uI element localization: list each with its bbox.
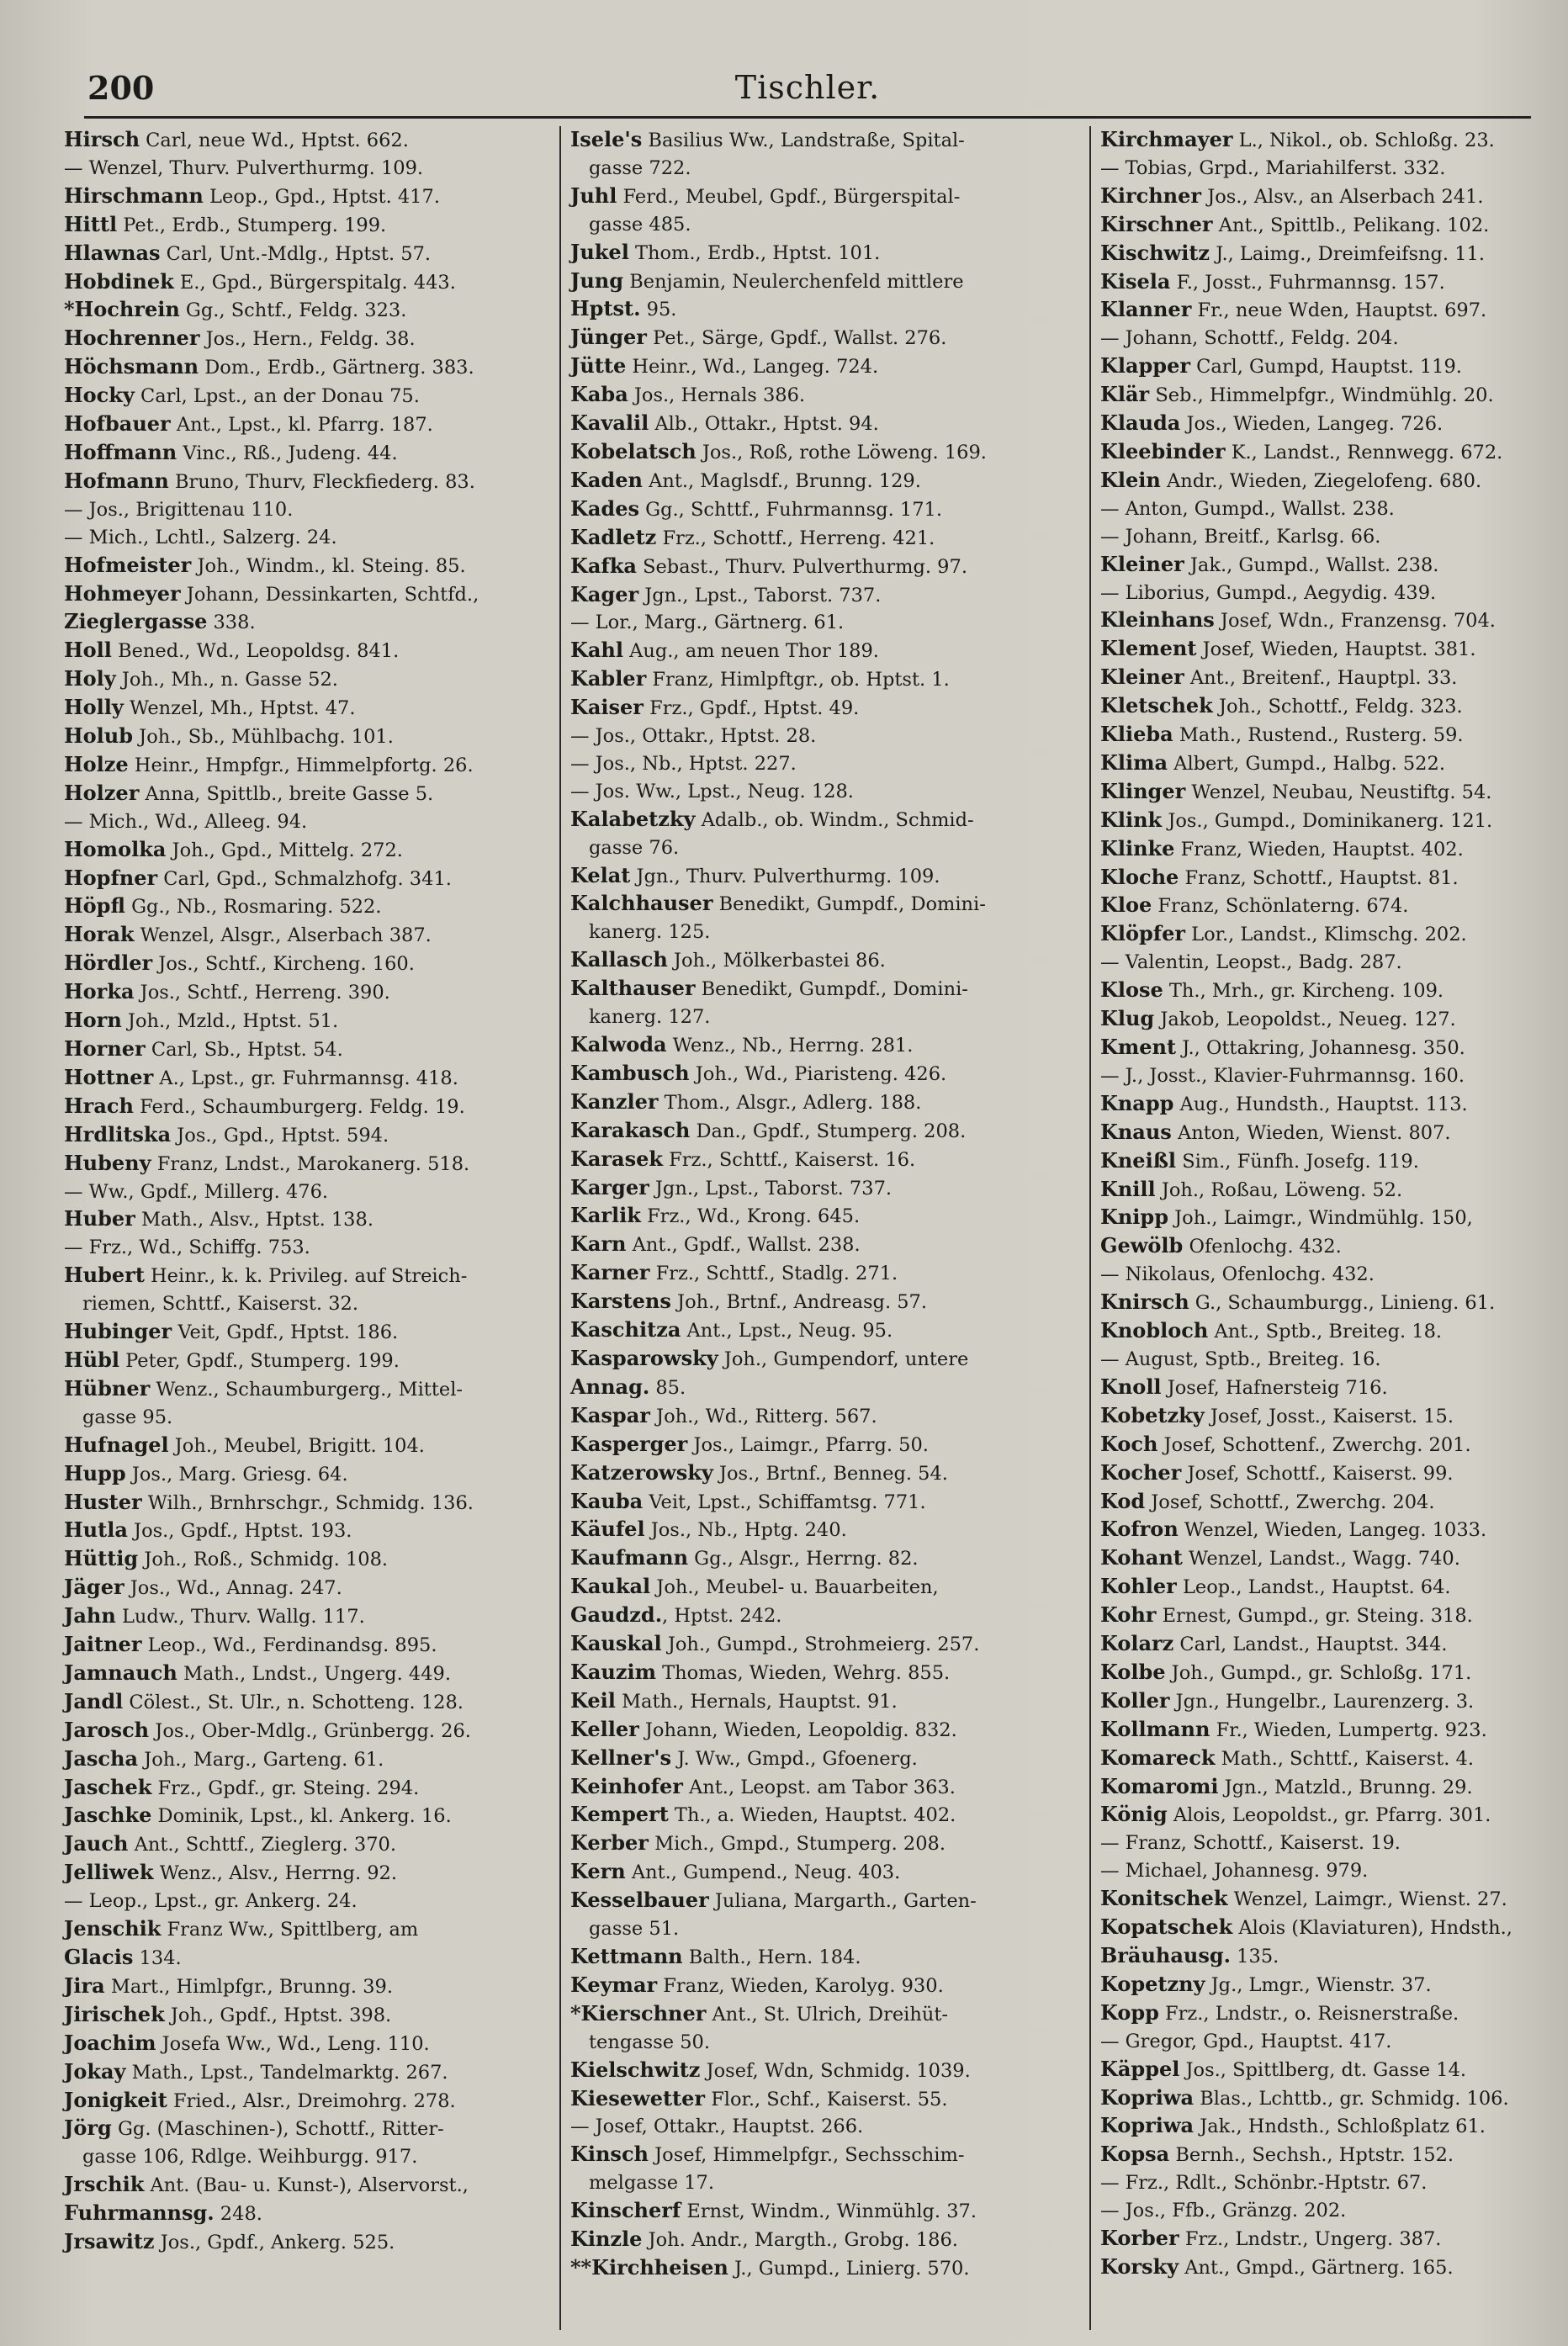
directory-entry: Jira Mart., Himlpfgr., Brunng. 39. xyxy=(64,1973,394,1998)
directory-entry: Käufel Jos., Nb., Hptg. 240. xyxy=(570,1517,847,1542)
directory-entry: Katzerowsky Jos., Brtnf., Benneg. 54. xyxy=(570,1459,948,1485)
directory-entry: Jarosch Jos., Ober-Mdlg., Grünbergg. 26. xyxy=(64,1717,471,1742)
directory-entry: Kneißl Sim., Fünfh. Josefg. 119. xyxy=(1100,1147,1419,1173)
directory-entry: Gaudzd., Hptst. 242. xyxy=(570,1602,782,1628)
directory-entry: Kohr Ernest, Gumpd., gr. Steing. 318. xyxy=(1100,1602,1473,1628)
directory-entry: Kinzle Joh. Andr., Margth., Grobg. 186. xyxy=(570,2227,958,2252)
directory-entry: Holzer Anna, Spittlb., breite Gasse 5. xyxy=(64,780,434,805)
directory-entry: Korber Frz., Lndstr., Ungerg. 387. xyxy=(1100,2226,1442,2251)
directory-entry: — Jos. Ww., Lpst., Neug. 128. xyxy=(570,780,854,802)
directory-entry: Kaschitza Ant., Lpst., Neug. 95. xyxy=(570,1317,893,1342)
directory-entry: Karger Jgn., Lpst., Taborst. 737. xyxy=(570,1174,893,1199)
directory-entry: **Kirchheisen J., Gumpd., Linierg. 570. xyxy=(570,2254,970,2280)
directory-entry: Knill Joh., Roßau, Löweng. 52. xyxy=(1100,1176,1403,1201)
directory-entry: Klanner Fr., neue Wden, Hauptst. 697. xyxy=(1100,297,1487,322)
directory-entry: Hubinger Veit, Gpdf., Hptst. 186. xyxy=(64,1319,399,1344)
directory-entry: Hittl Pet., Erdb., Stumperg. 199. xyxy=(64,211,387,236)
directory-entry: Hochrenner Jos., Hern., Feldg. 38. xyxy=(64,326,416,351)
column-divider xyxy=(1089,126,1091,2330)
directory-entry: kanerg. 125. xyxy=(589,921,711,944)
directory-entry: — Frz., Rdlt., Schönbr.-Hptstr. 67. xyxy=(1100,2172,1428,2195)
directory-entry: Kauskal Joh., Gumpd., Strohmeierg. 257. xyxy=(570,1631,980,1656)
directory-entry: gasse 722. xyxy=(589,156,691,179)
directory-entry: Hirsch Carl, neue Wd., Hptst. 662. xyxy=(64,127,409,151)
directory-entry: Kocher Josef, Schottf., Kaiserst. 99. xyxy=(1100,1459,1454,1485)
directory-entry: — Johann, Breitf., Karlsg. 66. xyxy=(1100,525,1381,548)
directory-entry: Hördler Jos., Schtf., Kircheng. 160. xyxy=(64,951,415,976)
directory-entry: Keinhofer Ant., Leopst. am Tabor 363. xyxy=(570,1773,956,1798)
directory-entry: Hrach Ferd., Schaumburgerg. Feldg. 19. xyxy=(64,1093,465,1118)
directory-entry: Kleebinder K., Landst., Rennwegg. 672. xyxy=(1100,438,1503,463)
directory-entry: Hottner A., Lpst., gr. Fuhrmannsg. 418. xyxy=(64,1064,458,1089)
directory-entry: — August, Sptb., Breiteg. 16. xyxy=(1100,1348,1381,1370)
directory-entry: Jukel Thom., Erdb., Hptst. 101. xyxy=(570,239,881,264)
directory-entry: Jokay Math., Lpst., Tandelmarktg. 267. xyxy=(64,2058,448,2084)
directory-entry: Juhl Ferd., Meubel, Gpdf., Bürgerspital- xyxy=(570,183,961,208)
directory-entry: Kager Jgn., Lpst., Taborst. 737. xyxy=(570,581,882,606)
directory-entry: — Jos., Ottakr., Hptst. 28. xyxy=(570,725,817,748)
directory-entry: — Franz, Schottf., Kaiserst. 19. xyxy=(1100,1832,1401,1855)
directory-entry: Kirchner Jos., Alsv., an Alserbach 241. xyxy=(1100,183,1484,208)
directory-entry: Hübl Peter, Gpdf., Stumperg. 199. xyxy=(64,1347,400,1372)
directory-entry: Kment J., Ottakring, Johannesg. 350. xyxy=(1100,1035,1465,1059)
directory-entry: Höchsmann Dom., Erdb., Gärtnerg. 383. xyxy=(64,354,474,379)
directory-entry: Kiesewetter Flor., Schf., Kaiserst. 55. xyxy=(570,2085,948,2110)
directory-entry: tengasse 50. xyxy=(589,2031,711,2053)
directory-entry: Kaden Ant., Maglsdf., Brunng. 129. xyxy=(570,467,921,492)
directory-entry: Kahl Aug., am neuen Thor 189. xyxy=(570,638,879,663)
directory-entry: Karstens Joh., Brtnf., Andreasg. 57. xyxy=(570,1289,928,1314)
directory-entry: Kinscherf Ernst, Windm., Winmühlg. 37. xyxy=(570,2198,977,2223)
directory-entry: *Kierschner Ant., St. Ulrich, Dreihüt- xyxy=(570,2000,948,2026)
directory-entry: Jung Benjamin, Neulerchenfeld mittlere xyxy=(570,267,964,293)
directory-entry: — Jos., Nb., Hptst. 227. xyxy=(570,752,797,775)
directory-entry: Kerber Mich., Gmpd., Stumperg. 208. xyxy=(570,1830,946,1856)
directory-entry: Kisela F., Josst., Fuhrmannsg. 157. xyxy=(1100,268,1445,294)
directory-entry: Kopriwa Blas., Lchttb., gr. Schmidg. 106. xyxy=(1100,2084,1509,2110)
directory-entry: Kettmann Balth., Hern. 184. xyxy=(570,1944,861,1968)
directory-entry: Kasperger Jos., Laimgr., Pfarrg. 50. xyxy=(570,1431,929,1456)
directory-entry: Jäger Jos., Wd., Annag. 247. xyxy=(64,1575,342,1600)
directory-entry: Kalchhauser Benedikt, Gumpdf., Domini- xyxy=(570,891,986,916)
directory-entry: Klär Seb., Himmelpfgr., Windmühlg. 20. xyxy=(1100,382,1494,407)
directory-entry: Kanzler Thom., Alsgr., Adlerg. 188. xyxy=(570,1088,922,1114)
directory-entry: Kalthauser Benedikt, Gumpdf., Domini- xyxy=(570,976,968,1001)
directory-entry: Kloe Franz, Schönlaterng. 674. xyxy=(1100,892,1409,918)
directory-entry: Horner Carl, Sb., Hptst. 54. xyxy=(64,1036,343,1061)
directory-entry: Knirsch G., Schaumburgg., Linieng. 61. xyxy=(1100,1290,1496,1315)
directory-entry: Knobloch Ant., Sptb., Breiteg. 18. xyxy=(1100,1318,1443,1343)
directory-entry: Jrschik Ant. (Bau- u. Kunst-), Alservorst., xyxy=(64,2172,469,2197)
directory-entry: — Mich., Wd., Alleeg. 94. xyxy=(64,810,308,833)
directory-entry: Hlawnas Carl, Unt.-Mdlg., Hptst. 57. xyxy=(64,240,432,265)
directory-entry: gasse 76. xyxy=(589,836,680,859)
directory-entry: Kopetzny Jg., Lmgr., Wienstr. 37. xyxy=(1100,1971,1432,1996)
directory-entry: Jamnauch Math., Lndst., Ungerg. 449. xyxy=(64,1660,452,1685)
directory-entry: Holze Heinr., Hmpfgr., Himmelpfortg. 26. xyxy=(64,751,474,776)
directory-entry: Komaromi Jgn., Matzld., Brunng. 29. xyxy=(1100,1773,1473,1798)
directory-columns xyxy=(59,126,1541,2330)
directory-entry: Koller Jgn., Hungelbr., Laurenzerg. 3. xyxy=(1100,1687,1475,1713)
directory-entry: Keil Math., Hernals, Hauptst. 91. xyxy=(570,1687,898,1713)
directory-entry: Kirchmayer L., Nikol., ob. Schloßg. 23. xyxy=(1100,127,1495,151)
directory-entry: Höpfl Gg., Nb., Rosmaring. 522. xyxy=(64,893,382,919)
directory-entry: Kasparowsky Joh., Gumpendorf, untere xyxy=(570,1345,969,1370)
directory-entry: Hubeny Franz, Lndst., Marokanerg. 518. xyxy=(64,1150,470,1175)
directory-entry: Jaitner Leop., Wd., Ferdinandsg. 895. xyxy=(64,1632,437,1657)
directory-entry: Hoffmann Vinc., Rß., Judeng. 44. xyxy=(64,439,398,464)
directory-entry: Jauch Ant., Schttf., Zieglerg. 370. xyxy=(64,1831,397,1856)
directory-entry: Kobetzky Josef, Josst., Kaiserst. 15. xyxy=(1100,1402,1454,1427)
directory-entry: Kohant Wenzel, Landst., Wagg. 740. xyxy=(1100,1545,1460,1570)
directory-entry: Zieglergasse 338. xyxy=(64,609,256,634)
directory-entry: gasse 485. xyxy=(589,213,691,236)
directory-entry: Kaba Jos., Hernals 386. xyxy=(570,382,806,407)
directory-entry: Klöpfer Lor., Landst., Klimschg. 202. xyxy=(1100,921,1467,946)
directory-entry: kanerg. 127. xyxy=(589,1006,711,1029)
directory-entry: Huster Wilh., Brnhrschgr., Schmidg. 136. xyxy=(64,1489,474,1514)
directory-entry: Horn Joh., Mzld., Hptst. 51. xyxy=(64,1008,339,1033)
directory-entry: Kobelatsch Jos., Roß, rothe Löweng. 169. xyxy=(570,438,987,463)
directory-entry: Hopfner Carl, Gpd., Schmalzhofg. 341. xyxy=(64,865,452,890)
directory-entry: Korsky Ant., Gmpd., Gärtnerg. 165. xyxy=(1100,2253,1454,2279)
directory-entry: Kaspar Joh., Wd., Ritterg. 567. xyxy=(570,1402,877,1427)
directory-entry: Annag. 85. xyxy=(570,1374,686,1399)
directory-entry: Holy Joh., Mh., n. Gasse 52. xyxy=(64,666,338,691)
directory-entry: Jrsawitz Jos., Gpdf., Ankerg. 525. xyxy=(64,2229,395,2254)
directory-entry: Hubert Heinr., k. k. Privileg. auf Streich- xyxy=(64,1263,468,1288)
directory-entry: Kopriwa Jak., Hndsth., Schloßplatz 61. xyxy=(1100,2113,1486,2138)
directory-entry: Jahn Ludw., Thurv. Wallg. 117. xyxy=(64,1603,365,1628)
directory-entry: Holub Joh., Sb., Mühlbachg. 101. xyxy=(64,723,394,749)
directory-entry: Kirschner Ant., Spittlb., Pelikang. 102. xyxy=(1100,211,1490,236)
directory-entry: gasse 106, Rdlge. Weihburgg. 917. xyxy=(82,2146,418,2169)
directory-entry: Hptst. 95. xyxy=(570,296,677,321)
directory-entry: Jaschke Dominik, Lpst., kl. Ankerg. 16. xyxy=(64,1803,452,1828)
directory-entry: Klima Albert, Gumpd., Halbg. 522. xyxy=(1100,749,1445,775)
directory-entry: Kauba Veit, Lpst., Schiffamtsg. 771. xyxy=(570,1488,926,1513)
directory-entry: Käppel Jos., Spittlberg, dt. Gasse 14. xyxy=(1100,2056,1467,2081)
directory-entry: — Liborius, Gumpd., Aegydig. 439. xyxy=(1100,581,1437,604)
directory-entry: Kalwoda Wenz., Nb., Herrng. 281. xyxy=(570,1032,914,1056)
directory-entry: Hocky Carl, Lpst., an der Donau 75. xyxy=(64,383,420,408)
directory-entry: Keller Johann, Wieden, Leopoldig. 832. xyxy=(570,1716,957,1741)
directory-entry: Knipp Joh., Laimgr., Windmühlg. 150, xyxy=(1100,1205,1473,1230)
directory-entry: Hofmann Bruno, Thurv, Fleckfiederg. 83. xyxy=(64,468,475,493)
directory-entry: Klement Josef, Wieden, Hauptst. 381. xyxy=(1100,636,1476,661)
directory-entry: Kolbe Joh., Gumpd., gr. Schloßg. 171. xyxy=(1100,1659,1472,1684)
directory-entry: *Hochrein Gg., Schtf., Feldg. 323. xyxy=(64,297,407,322)
directory-entry: — Wenzel, Thurv. Pulverthurmg. 109. xyxy=(64,156,424,179)
directory-entry: Kohler Leop., Landst., Hauptst. 64. xyxy=(1100,1574,1451,1599)
directory-entry: Kavalil Alb., Ottakr., Hptst. 94. xyxy=(570,410,879,436)
directory-entry: Knapp Aug., Hundsth., Hauptst. 113. xyxy=(1100,1090,1468,1115)
directory-entry: Konitschek Wenzel, Laimgr., Wienst. 27. xyxy=(1100,1886,1507,1911)
directory-entry: Kleiner Ant., Breitenf., Hauptpl. 33. xyxy=(1100,665,1458,690)
directory-entry: Kadletz Frz., Schottf., Herreng. 421. xyxy=(570,524,935,549)
directory-entry: gasse 95. xyxy=(82,1406,173,1428)
directory-entry: Kischwitz J., Laimg., Dreimfeifsng. 11. xyxy=(1100,240,1486,265)
directory-entry: — Jos., Ffb., Gränzg. 202. xyxy=(1100,2200,1347,2222)
directory-entry: gasse 51. xyxy=(589,1918,680,1941)
directory-entry: Karakasch Dan., Gpdf., Stumperg. 208. xyxy=(570,1117,967,1142)
directory-entry: Jonigkeit Fried., Alsr., Dreimohrg. 278. xyxy=(64,2087,456,2112)
directory-entry: Kabler Franz, Himlpftgr., ob. Hptst. 1. xyxy=(570,666,950,691)
directory-entry: Klose Th., Mrh., gr. Kircheng. 109. xyxy=(1100,977,1444,1003)
directory-entry: — Lor., Marg., Gärtnerg. 61. xyxy=(570,612,845,634)
page-header xyxy=(84,66,1531,119)
directory-entry: Klink Jos., Gumpd., Dominikanerg. 121. xyxy=(1100,807,1493,832)
directory-entry: Jascha Joh., Marg., Garteng. 61. xyxy=(64,1745,384,1771)
directory-entry: Kleiner Jak., Gumpd., Wallst. 238. xyxy=(1100,551,1439,576)
page-number: 200 xyxy=(87,69,155,107)
directory-entry: Karasek Frz., Schttf., Kaiserst. 16. xyxy=(570,1146,916,1171)
directory-entry: — Gregor, Gpd., Hauptst. 417. xyxy=(1100,2030,1392,2052)
directory-entry: Kollmann Fr., Wieden, Lumpertg. 923. xyxy=(1100,1716,1487,1741)
directory-entry: — Anton, Gumpd., Wallst. 238. xyxy=(1100,497,1395,520)
directory-entry: Huber Math., Alsv., Hptst. 138. xyxy=(64,1206,373,1231)
directory-entry: Kellner's J. Ww., Gmpd., Gfoenerg. xyxy=(570,1745,918,1770)
directory-entry: Glacis 134. xyxy=(64,1945,182,1969)
directory-entry: Kesselbauer Juliana, Margarth., Garten- xyxy=(570,1888,977,1913)
directory-entry: Isele's Basilius Ww., Landstraße, Spital- xyxy=(570,127,965,151)
directory-entry: Kambusch Joh., Wd., Piaristeng. 426. xyxy=(570,1060,947,1085)
directory-entry: Karlik Frz., Wd., Krong. 645. xyxy=(570,1203,861,1228)
directory-entry: — Nikolaus, Ofenlochg. 432. xyxy=(1100,1263,1375,1286)
directory-entry: Hupp Jos., Marg. Griesg. 64. xyxy=(64,1460,348,1485)
directory-entry: Bräuhausg. 135. xyxy=(1100,1943,1279,1967)
directory-entry: Kod Josef, Schottf., Zwerchg. 204. xyxy=(1100,1488,1435,1513)
directory-entry: Homolka Joh., Gpd., Mittelg. 272. xyxy=(64,836,403,861)
directory-entry: Hrdlitska Jos., Gpd., Hptst. 594. xyxy=(64,1121,389,1147)
directory-entry: — Mich., Lchtl., Salzerg. 24. xyxy=(64,526,337,548)
directory-entry: Joachim Josefa Ww., Wd., Leng. 110. xyxy=(64,2030,430,2055)
directory-entry: Kallasch Joh., Mölkerbastei 86. xyxy=(570,947,886,972)
directory-entry: Kauzim Thomas, Wieden, Wehrg. 855. xyxy=(570,1659,951,1684)
directory-entry: — Jos., Brigittenau 110. xyxy=(64,498,294,521)
directory-entry: Kelat Jgn., Thurv. Pulverthurmg. 109. xyxy=(570,862,940,887)
running-title: Tischler. xyxy=(734,69,881,106)
directory-entry: Jandl Cölest., St. Ulr., n. Schotteng. 128. xyxy=(64,1688,464,1713)
directory-entry: Karn Ant., Gpdf., Wallst. 238. xyxy=(570,1231,861,1257)
directory-entry: Kleinhans Josef, Wdn., Franzensg. 704. xyxy=(1100,607,1496,633)
directory-entry: — Frz., Wd., Schiffg. 753. xyxy=(64,1237,310,1259)
directory-entry: Kafka Sebast., Thurv. Pulverthurmg. 97. xyxy=(570,553,967,578)
directory-entry: Hofbauer Ant., Lpst., kl. Pfarrg. 187. xyxy=(64,411,433,437)
directory-entry: Klug Jakob, Leopoldst., Neueg. 127. xyxy=(1100,1006,1456,1031)
directory-entry: Gewölb Ofenlochg. 432. xyxy=(1100,1233,1342,1258)
directory-entry: Kades Gg., Schttf., Fuhrmannsg. 171. xyxy=(570,495,942,521)
directory-entry: — Josef, Ottakr., Hauptst. 266. xyxy=(570,2116,864,2138)
directory-entry: König Alois, Leopoldst., gr. Pfarrg. 301. xyxy=(1100,1802,1491,1827)
directory-entry: Holl Bened., Wd., Leopoldsg. 841. xyxy=(64,638,400,663)
directory-entry: Kern Ant., Gumpend., Neug. 403. xyxy=(570,1859,901,1884)
directory-entry: Horka Jos., Schtf., Herreng. 390. xyxy=(64,979,390,1004)
directory-entry: Hübner Wenz., Schaumburgerg., Mittel- xyxy=(64,1375,464,1401)
column-1 xyxy=(59,126,555,2330)
directory-entry: Hofmeister Joh., Windm., kl. Steing. 85. xyxy=(64,552,466,577)
directory-entry: Klein Andr., Wieden, Ziegelofeng. 680. xyxy=(1100,467,1482,492)
directory-entry: Holly Wenzel, Mh., Hptst. 47. xyxy=(64,695,356,720)
directory-entry: Klinger Wenzel, Neubau, Neustiftg. 54. xyxy=(1100,778,1492,803)
directory-entry: Kolarz Carl, Landst., Hauptst. 344. xyxy=(1100,1631,1448,1656)
directory-entry: Kopatschek Alois (Klaviaturen), Hndsth., xyxy=(1100,1914,1512,1940)
column-2 xyxy=(565,126,1085,2330)
directory-entry: Hüttig Joh., Roß., Schmidg. 108. xyxy=(64,1546,389,1571)
directory-entry: Klieba Math., Rustend., Rusterg. 59. xyxy=(1100,722,1464,747)
directory-entry: Jelliwek Wenz., Alsv., Herrng. 92. xyxy=(64,1860,398,1885)
directory-entry: Karner Frz., Schttf., Stadlg. 271. xyxy=(570,1260,898,1285)
directory-entry: — Valentin, Leopst., Badg. 287. xyxy=(1100,951,1402,974)
directory-entry: Hohmeyer Johann, Dessinkarten, Schtfd., xyxy=(64,580,479,606)
directory-entry: Fuhrmannsg. 248. xyxy=(64,2200,262,2226)
directory-entry: — Michael, Johannesg. 979. xyxy=(1100,1860,1369,1883)
directory-entry: Kaiser Frz., Gpdf., Hptst. 49. xyxy=(570,695,860,720)
directory-entry: Kletschek Joh., Schottf., Feldg. 323. xyxy=(1100,693,1463,718)
directory-entry: Jünger Pet., Särge, Gpdf., Wallst. 276. xyxy=(570,325,947,350)
directory-entry: Hobdinek E., Gpd., Bürgerspitalg. 443. xyxy=(64,268,456,294)
directory-entry: Klinke Franz, Wieden, Hauptst. 402. xyxy=(1100,835,1464,861)
directory-entry: Hirschmann Leop., Gpd., Hptst. 417. xyxy=(64,183,440,208)
directory-entry: Jütte Heinr., Wd., Langeg. 724. xyxy=(570,353,879,379)
directory-entry: Koch Josef, Schottenf., Zwerchg. 201. xyxy=(1100,1431,1471,1456)
directory-entry: Kielschwitz Josef, Wdn, Schmidg. 1039. xyxy=(570,2057,971,2082)
directory-entry: Jaschek Frz., Gpdf., gr. Steing. 294. xyxy=(64,1774,420,1799)
directory-entry: Kopsa Bernh., Sechsh., Hptstr. 152. xyxy=(1100,2142,1454,2167)
directory-entry: Kopp Frz., Lndstr., o. Reisnerstraße. xyxy=(1100,1999,1459,2025)
column-3 xyxy=(1095,126,1568,2330)
directory-entry: Hutla Jos., Gpdf., Hptst. 193. xyxy=(64,1517,352,1543)
directory-entry: Horak Wenzel, Alsgr., Alserbach 387. xyxy=(64,922,432,947)
directory-entry: Hufnagel Joh., Meubel, Brigitt. 104. xyxy=(64,1432,425,1457)
directory-entry: Kaufmann Gg., Alsgr., Herrng. 82. xyxy=(570,1545,919,1570)
directory-entry: Knaus Anton, Wieden, Wienst. 807. xyxy=(1100,1119,1451,1144)
directory-entry: Jenschik Franz Ww., Spittlberg, am xyxy=(64,1916,419,1941)
directory-entry: Kloche Franz, Schottf., Hauptst. 81. xyxy=(1100,864,1459,889)
directory-entry: — Leop., Lpst., gr. Ankerg. 24. xyxy=(64,1890,358,1913)
directory-entry: Kofron Wenzel, Wieden, Langeg. 1033. xyxy=(1100,1517,1487,1542)
directory-entry: Jörg Gg. (Maschinen-), Schottf., Ritter- xyxy=(64,2116,444,2141)
directory-entry: Klapper Carl, Gumpd, Hauptst. 119. xyxy=(1100,353,1462,379)
directory-entry: — Johann, Schottf., Feldg. 204. xyxy=(1100,327,1399,350)
directory-entry: — Tobias, Grpd., Mariahilferst. 332. xyxy=(1100,156,1446,179)
directory-entry: Komareck Math., Schttf., Kaiserst. 4. xyxy=(1100,1745,1475,1770)
directory-entry: Klauda Jos., Wieden, Langeg. 726. xyxy=(1100,410,1444,436)
directory-entry: — Ww., Gpdf., Millerg. 476. xyxy=(64,1180,329,1203)
directory-entry: Keymar Franz, Wieden, Karolyg. 930. xyxy=(570,1972,944,1997)
directory-entry: riemen, Schttf., Kaiserst. 32. xyxy=(82,1293,358,1316)
directory-entry: — J., Josst., Klavier-Fuhrmannsg. 160. xyxy=(1100,1064,1465,1087)
directory-entry: Kempert Th., a. Wieden, Hauptst. 402. xyxy=(570,1802,956,1827)
directory-entry: Kalabetzky Adalb., ob. Windm., Schmid- xyxy=(570,806,974,831)
directory-entry: Kinsch Josef, Himmelpfgr., Sechsschim- xyxy=(570,2142,965,2167)
directory-entry: melgasse 17. xyxy=(589,2172,715,2195)
directory-entry: Knoll Josef, Hafnersteig 716. xyxy=(1100,1374,1388,1399)
directory-entry: Jirischek Joh., Gpdf., Hptst. 398. xyxy=(64,2001,392,2026)
column-divider xyxy=(559,126,561,2330)
directory-entry: Kaukal Joh., Meubel- u. Bauarbeiten, xyxy=(570,1574,939,1599)
